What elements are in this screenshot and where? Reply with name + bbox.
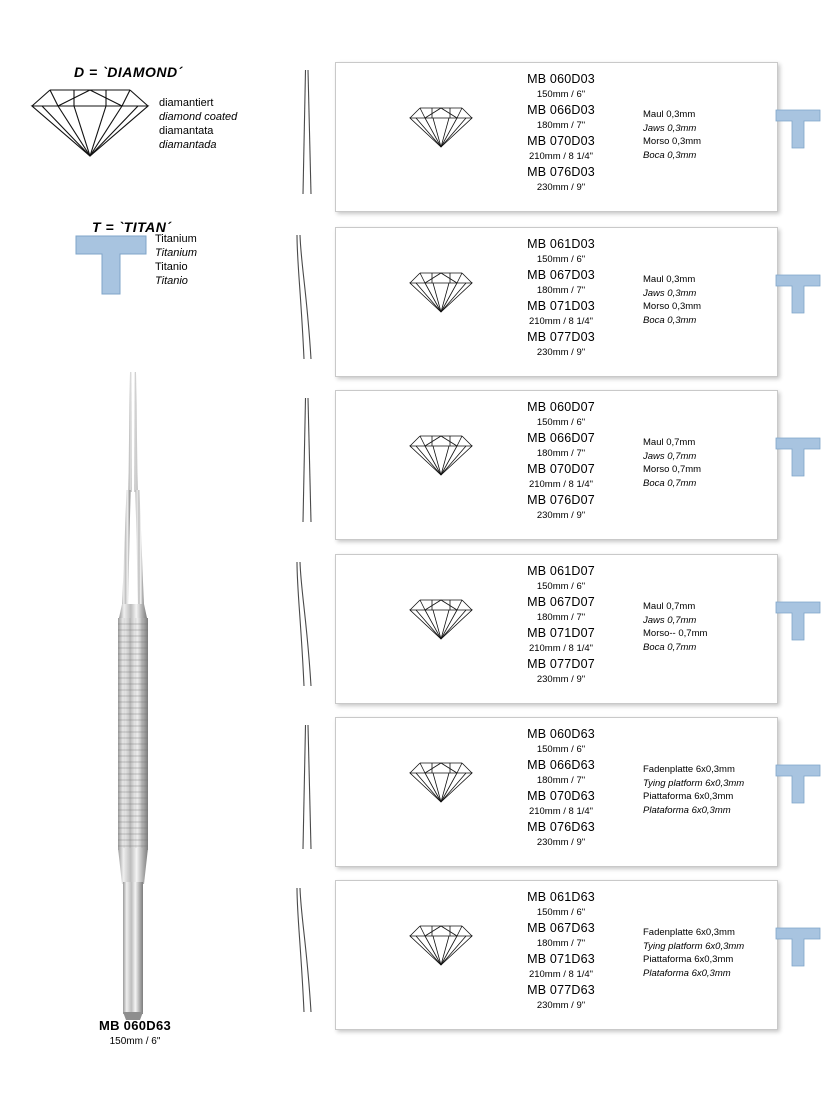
code-list (486, 236, 636, 360)
row-card (335, 227, 778, 377)
code-text: MB 066D07 (527, 431, 595, 445)
size-text: 180mm / 7" (536, 775, 586, 786)
size-text: 180mm / 7" (536, 120, 586, 131)
titan-t-icon (775, 273, 821, 315)
size-text: 150mm / 6" (536, 907, 586, 918)
code-text: MB 060D63 (527, 727, 595, 741)
code-entry (486, 430, 636, 460)
desc-it: Morso 0,3mm (643, 301, 702, 312)
description-block (643, 763, 775, 817)
description-block (643, 273, 775, 327)
titan-word-de: Titanium (155, 233, 197, 245)
curved-fine-tip-icon (283, 886, 331, 1016)
diamond-icon (408, 597, 474, 641)
desc-en: Jaws 0,7mm (643, 614, 697, 626)
code-entry (486, 492, 636, 522)
product-rows (275, 0, 826, 1101)
product-row[interactable] (275, 62, 826, 212)
titan-legend-title: T = `TITAN´ (92, 219, 172, 235)
product-row[interactable] (275, 227, 826, 377)
row-card (335, 390, 778, 540)
code-list (486, 399, 636, 523)
code-list (486, 563, 636, 687)
size-text: 210mm / 8 1/4" (528, 316, 594, 327)
code-text: MB 070D63 (527, 789, 595, 803)
code-text: MB 067D07 (527, 595, 595, 609)
code-text: MB 070D07 (527, 462, 595, 476)
size-text: 180mm / 7" (536, 938, 586, 949)
code-text: MB 076D07 (527, 493, 595, 507)
titan-t-icon (775, 600, 821, 642)
size-text: 180mm / 7" (536, 612, 586, 623)
diamond-word-de: diamantiert (159, 97, 214, 109)
desc-en: Jaws 0,7mm (643, 450, 697, 462)
size-text: 150mm / 6" (536, 254, 586, 265)
desc-it: Morso 0,7mm (643, 464, 702, 475)
desc-es: Boca 0,3mm (643, 149, 697, 161)
code-text: MB 060D07 (527, 400, 595, 414)
description-block (643, 600, 775, 654)
size-text: 180mm / 7" (536, 448, 586, 459)
diamond-icon (408, 923, 474, 967)
description-block (643, 436, 775, 490)
size-text: 210mm / 8 1/4" (528, 969, 594, 980)
diamond-word-en: diamond coated (159, 111, 238, 123)
code-text: MB 077D07 (527, 657, 595, 671)
code-entry (486, 461, 636, 491)
titan-t-icon (775, 108, 821, 150)
code-text: MB 070D03 (527, 134, 595, 148)
code-entry (486, 329, 636, 359)
size-text: 150mm / 6" (536, 581, 586, 592)
code-entry (486, 819, 636, 849)
description-block (643, 108, 775, 162)
titan-word-en: Titanium (155, 247, 198, 259)
code-entry (486, 102, 636, 132)
diamond-word-it: diamantata (159, 125, 214, 137)
desc-de: Maul 0,3mm (643, 109, 696, 120)
row-card (335, 554, 778, 704)
desc-es: Boca 0,7mm (643, 641, 697, 653)
product-row[interactable] (275, 717, 826, 867)
diamond-icon (408, 760, 474, 804)
diamond-legend-title: D = `DIAMOND´ (74, 64, 183, 80)
size-text: 230mm / 9" (536, 674, 586, 685)
row-card (335, 717, 778, 867)
code-text: MB 066D03 (527, 103, 595, 117)
size-text: 210mm / 8 1/4" (528, 151, 594, 162)
size-text: 230mm / 9" (536, 837, 586, 848)
size-text: 150mm / 6" (536, 417, 586, 428)
code-entry (486, 757, 636, 787)
curved-fine-tip-icon (283, 560, 331, 690)
size-text: 230mm / 9" (536, 347, 586, 358)
code-entry (486, 399, 636, 429)
diamond-icon (408, 270, 474, 314)
titan-t-icon (775, 763, 821, 805)
titan-t-icon (775, 926, 821, 968)
code-text: MB 060D03 (527, 72, 595, 86)
product-row[interactable] (275, 554, 826, 704)
code-entry (486, 236, 636, 266)
product-row[interactable] (275, 390, 826, 540)
straight-fine-tip-icon (283, 68, 331, 198)
code-entry (486, 71, 636, 101)
code-entry (486, 951, 636, 981)
legend-panel (0, 0, 270, 1101)
code-entry (486, 625, 636, 655)
desc-es: Plataforma 6x0,3mm (643, 804, 731, 816)
code-text: MB 071D03 (527, 299, 595, 313)
desc-es: Boca 0,7mm (643, 477, 697, 489)
size-text: 150mm / 6" (536, 89, 586, 100)
titan-t-icon (74, 232, 148, 298)
desc-en: Jaws 0,3mm (643, 287, 697, 299)
code-text: MB 067D03 (527, 268, 595, 282)
product-photo-caption (0, 1018, 270, 1047)
size-text: 210mm / 8 1/4" (528, 806, 594, 817)
straight-fine-tip-icon (283, 396, 331, 526)
code-text: MB 067D63 (527, 921, 595, 935)
desc-de: Fadenplatte 6x0,3mm (643, 927, 735, 938)
code-entry (486, 164, 636, 194)
desc-en: Tying platform 6x0,3mm (643, 940, 745, 952)
description-block (643, 926, 775, 980)
code-entry (486, 889, 636, 919)
code-entry (486, 563, 636, 593)
diamond-icon (28, 84, 152, 158)
code-entry (486, 133, 636, 163)
desc-en: Jaws 0,3mm (643, 122, 697, 134)
desc-de: Maul 0,7mm (643, 601, 696, 612)
code-entry (486, 920, 636, 950)
code-entry (486, 267, 636, 297)
titan-legend-words (155, 232, 197, 288)
row-card (335, 880, 778, 1030)
diamond-icon (408, 105, 474, 149)
size-text: 180mm / 7" (536, 285, 586, 296)
code-text: MB 076D63 (527, 820, 595, 834)
size-text: 230mm / 9" (536, 182, 586, 193)
code-text: MB 071D07 (527, 626, 595, 640)
size-text: 210mm / 8 1/4" (528, 479, 594, 490)
code-text: MB 061D03 (527, 237, 595, 251)
desc-it: Piattaforma 6x0,3mm (643, 954, 734, 965)
desc-it: Piattaforma 6x0,3mm (643, 791, 734, 802)
diamond-icon (408, 433, 474, 477)
code-entry (486, 594, 636, 624)
code-text: MB 066D63 (527, 758, 595, 772)
diamond-word-es: diamantada (159, 139, 217, 151)
code-text: MB 061D07 (527, 564, 595, 578)
size-text: 210mm / 8 1/4" (528, 643, 594, 654)
code-entry (486, 656, 636, 686)
titan-word-es: Titanio (155, 275, 188, 287)
desc-en: Tying platform 6x0,3mm (643, 777, 745, 789)
desc-it: Morso 0,3mm (643, 136, 702, 147)
code-text: MB 071D63 (527, 952, 595, 966)
code-entry (486, 982, 636, 1012)
desc-de: Maul 0,7mm (643, 437, 696, 448)
code-entry (486, 726, 636, 756)
code-entry (486, 788, 636, 818)
code-text: MB 061D63 (527, 890, 595, 904)
row-card (335, 62, 778, 212)
curved-fine-tip-icon (283, 233, 331, 363)
code-list (486, 889, 636, 1013)
desc-de: Fadenplatte 6x0,3mm (643, 764, 735, 775)
code-entry (486, 298, 636, 328)
desc-es: Boca 0,3mm (643, 314, 697, 326)
size-text: 230mm / 9" (536, 1000, 586, 1011)
diamond-legend-words (159, 96, 237, 152)
product-row[interactable] (275, 880, 826, 1030)
size-text: 150mm / 6" (536, 744, 586, 755)
size-text: 230mm / 9" (536, 510, 586, 521)
desc-es: Plataforma 6x0,3mm (643, 967, 731, 979)
code-list (486, 71, 636, 195)
titan-t-icon (775, 436, 821, 478)
code-text: MB 077D63 (527, 983, 595, 997)
code-list (486, 726, 636, 850)
product-size: 150mm / 6" (109, 1036, 161, 1047)
desc-de: Maul 0,3mm (643, 274, 696, 285)
code-text: MB 076D03 (527, 165, 595, 179)
titan-word-it: Titanio (155, 261, 188, 273)
code-text: MB 077D03 (527, 330, 595, 344)
product-photo-forceps (92, 372, 174, 1022)
straight-fine-tip-icon (283, 723, 331, 853)
product-code: MB 060D63 (98, 1018, 172, 1033)
desc-it: Morso-- 0,7mm (643, 628, 708, 639)
